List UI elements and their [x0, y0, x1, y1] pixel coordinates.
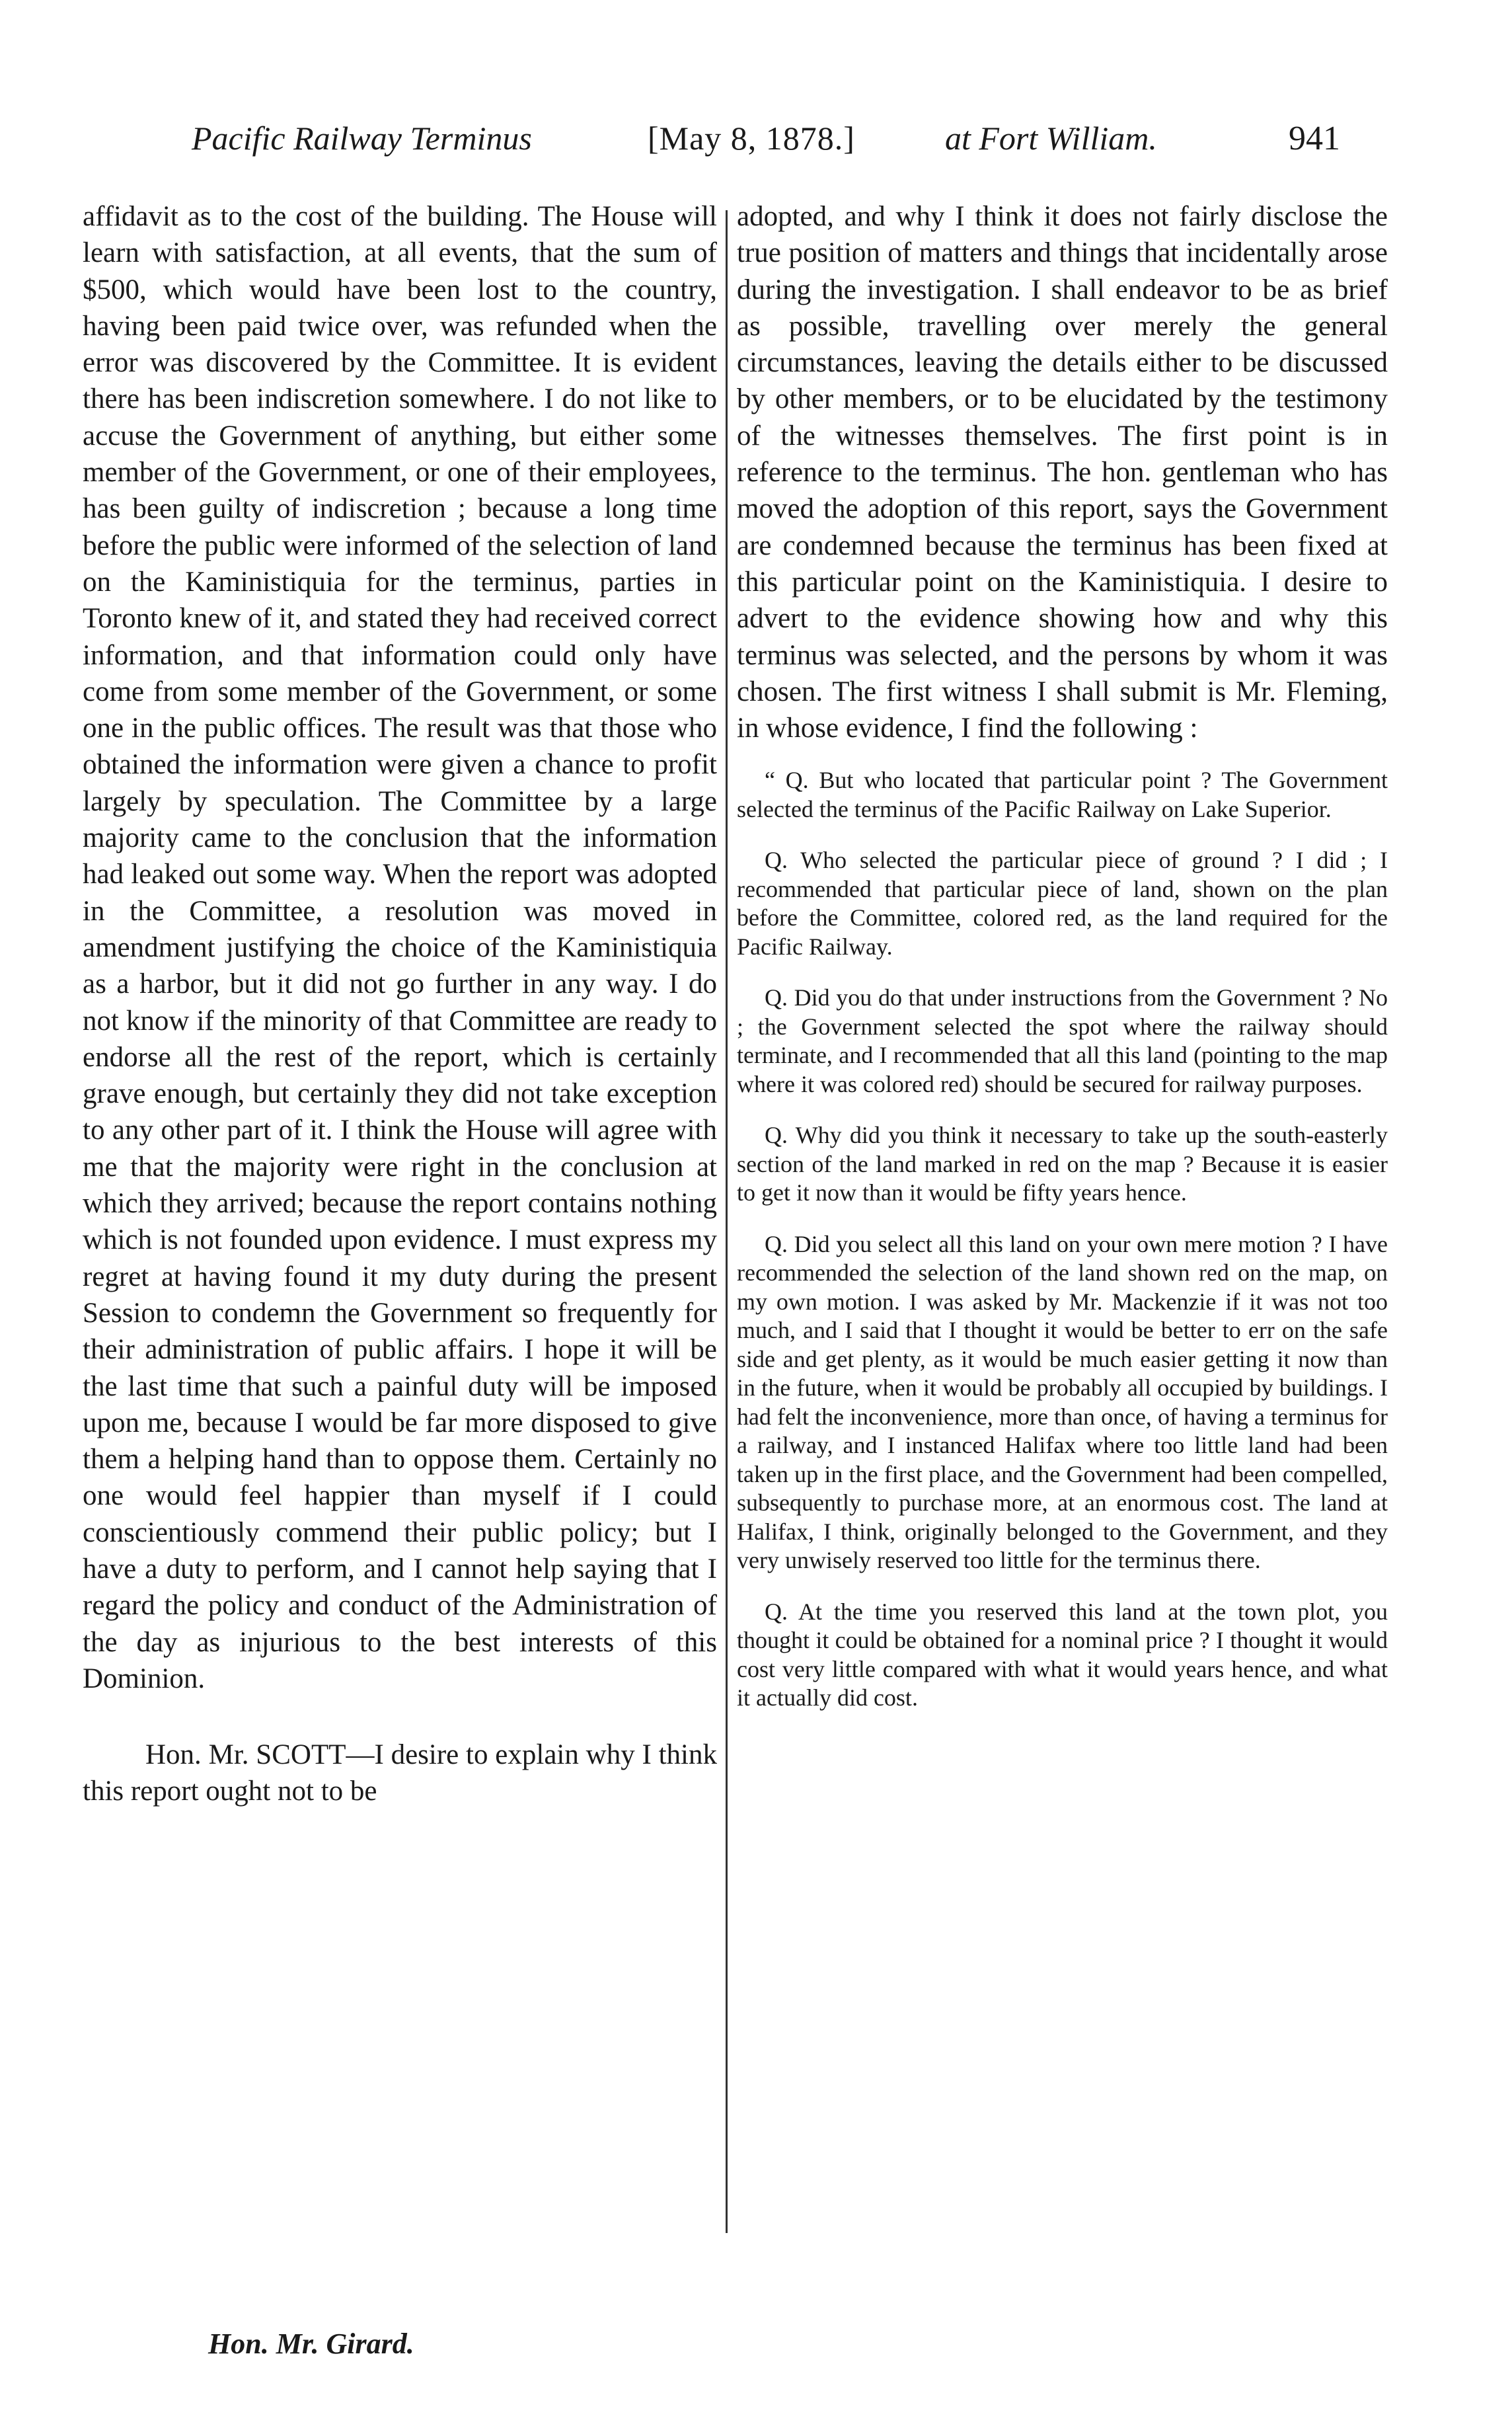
left-column-text	[83, 198, 717, 1810]
testimony-qa-5: Q. Did you select all this land on your own mere motion ? I have recommended the selection of the land shown red on the map, on my own motion. I was asked by Mr. Mackenzie if it was not too much, and I said that I thought it would be better to err on the safe side and get plenty, as it would be much easier getting it now than in the future, when it would be probably all occupied by buildings. I had felt the inconvenience, more than once, of having a terminus for a railway, and I instanced Halifax where too little land had been taken up in the first place, and the Government had been compelled, subsequently to purchase more, at an enormous cost. The land at Halifax, I think, originally belonged to the Government, and they very unwisely reserved too little for the terminus there.	[737, 1230, 1388, 1574]
testimony-qa-6: Q. At the time you reserved this land at the town plot, you thought it could be obtained for a nominal price ? I thought it would cost very little compared with what it would years hence, and what it actually did cost.	[737, 1598, 1388, 1711]
right-column-text	[737, 198, 1388, 746]
header-place: at Fort William.	[945, 120, 1157, 157]
running-header	[0, 119, 1512, 172]
testimony-qa-2: Q. Who selected the particular piece of ground ? I did ; I recommended that particular piece of land, shown on the plan before the Committee, colored red, as the land required for the Pacific Railway.	[737, 847, 1388, 960]
left-column	[83, 198, 717, 1810]
header-date: [May 8, 1878.]	[648, 120, 855, 157]
testimony-qa-3: Q. Did you do that under instructions from the Government ? No ; the Government selected the spot where the railway should terminate, and I recommended that all this land (pointing to the map where it was colored red) should be secured for railway purposes.	[737, 984, 1388, 1097]
column-divider	[726, 210, 728, 2233]
right-column	[737, 198, 1388, 1735]
header-title: Pacific Railway Terminus	[192, 120, 532, 157]
left-paragraph-2: Hon. Mr. SCOTT—I desire to explain why I think this report ought not to be	[83, 1739, 717, 1807]
right-paragraph-1: adopted, and why I think it does not fairly disclose the true position of matters and things that incidentally arose during the investigation. I shall endeavor to be as brief as possible, travelling over merely the general circumstances, leaving the details either to be discussed by other members, or to be elucidated by the testimony of the witnesses themselves. The first point is in reference to the terminus. The hon. gentleman who has moved the adoption of this report, says the Government are condemned because the terminus has been fixed at this particular point on the Kaministiquia. I desire to advert to the evidence showing how and why this terminus was selected, and the persons by whom it was chosen. The first witness I shall submit is Mr. Fleming, in whose evidence, I find the following :	[737, 201, 1388, 744]
page-number: 941	[1289, 120, 1340, 157]
testimony-qa-1: “ Q. But who located that particular point ? The Government selected the terminus of the Pacific Railway on Lake Superior.	[737, 767, 1388, 822]
testimony-qa-4: Q. Why did you think it necessary to take up the south-easterly section of the land marked in red on the map ? Because it is easier to get it now than it would be fifty years hence.	[737, 1122, 1388, 1206]
left-paragraph-1: affidavit as to the cost of the building. The House will learn with satisfaction, at all events, that the sum of $500, which would have been lost to the country, having been paid twice over, was refunded when the error was discovered by the Committee. It is evident there has been indiscretion somewhere. I do not like to accuse the Government of anything, but either some member of the Government, or one of their employees, has been guilty of indiscretion ; because a long time before the public were informed of the selection of land on the Kaministiquia for the terminus, parties in Toronto knew of it, and stated they had received correct information, and that information could only have come from some member of the Government, or some one in the public offices. The result was that those who obtained the information were given a chance to profit largely by speculation. The Committee by a large majority came to the conclusion that the information had leaked out some way. When the report was adopted in the Committee, a resolution was moved in amendment justifying the choice of the Kaministiquia as a harbor, but it did not go further in any way. I do not know if the minority of that Committee are ready to endorse all the rest of the report, which is certainly grave enough, but certainly they did not take exception to any other part of it. I think the House will agree with me that the majority were right in the conclusion at which they arrived; because the report contains nothing which is not founded upon evidence. I must express my regret at having found it my duty during the present Session to condemn the Government so frequently for their administration of public affairs. I hope it will be the last time that such a painful duty will be imposed upon me, because I would be far more disposed to give them a helping hand than to oppose them. Certainly no one would feel happier than myself if I could conscientiously commend their public policy; but I have a duty to perform, and I cannot help saying that I regard the policy and conduct of the Administration of the day as injurious to the best interests of this Dominion.	[83, 201, 717, 1694]
speaker-signature: Hon. Mr. Girard.	[208, 2328, 414, 2360]
